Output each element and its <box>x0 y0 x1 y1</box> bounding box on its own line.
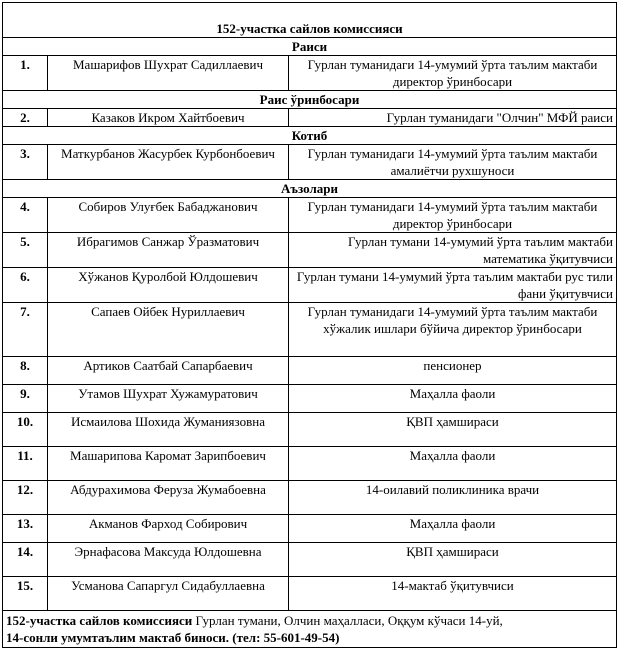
member-position: Гурлан тумани 14-умумий ўрта таълим мактаби рус тили фани ўқитувчиси <box>289 268 617 303</box>
row-number: 1. <box>3 56 48 91</box>
table-row <box>3 385 617 413</box>
member-name: Акманов Фарход Собирович <box>48 515 289 543</box>
row-number: 10. <box>3 413 48 447</box>
section-row <box>3 180 617 198</box>
table-row <box>3 233 617 268</box>
row-number: 15. <box>3 577 48 611</box>
title-row <box>3 3 617 38</box>
row-number: 7. <box>3 303 48 357</box>
member-name: Хўжанов Қуролбой Юлдошевич <box>48 268 289 303</box>
table-row <box>3 413 617 447</box>
table-row <box>3 481 617 515</box>
member-position: Гурлан туманидаги 14-умумий ўрта таълим мактаби директор ўринбосари <box>289 198 617 233</box>
member-position: 14-мактаб ўқитувчиси <box>289 577 617 611</box>
table-row <box>3 56 617 91</box>
member-name: Казаков Икром Хайтбоевич <box>48 109 289 127</box>
member-position: Маҳалла фаоли <box>289 447 617 481</box>
member-position: Гурлан тумани 14-умумий ўрта таълим мактаби математика ўқитувчиси <box>289 233 617 268</box>
member-name: Машарифов Шухрат Садиллаевич <box>48 56 289 91</box>
footer-lead: 152-участка сайлов комиссияси <box>6 613 193 628</box>
section-deputy: Раис ўринбосари <box>3 91 617 109</box>
row-number: 9. <box>3 385 48 413</box>
table-row <box>3 109 617 127</box>
member-name: Ибрагимов Санжар Ўразматович <box>48 233 289 268</box>
member-name: Утамов Шухрат Хужамуратович <box>48 385 289 413</box>
member-position: Гурлан туманидаги 14-умумий ўрта таълим мактаби хўжалик ишлари бўйича директор ўринбосари <box>289 303 617 357</box>
row-number: 12. <box>3 481 48 515</box>
footer-building: 14-сонли умумтаълим мактаб биноси. (тел: 55-601-49-54) <box>6 630 340 645</box>
footer-address <box>3 611 617 648</box>
member-position: ҚВП ҳамшираси <box>289 413 617 447</box>
row-number: 14. <box>3 543 48 577</box>
member-position: 14-оилавий поликлиника врачи <box>289 481 617 515</box>
table-row <box>3 447 617 481</box>
member-position: пенсионер <box>289 357 617 385</box>
table-row <box>3 268 617 303</box>
table-row <box>3 357 617 385</box>
member-name: Усманова Сапаргул Сидабуллаевна <box>48 577 289 611</box>
member-position: ҚВП ҳамшираси <box>289 543 617 577</box>
document-title: 152-участка сайлов комиссияси <box>3 3 617 38</box>
row-number: 8. <box>3 357 48 385</box>
row-number: 5. <box>3 233 48 268</box>
table-row <box>3 543 617 577</box>
member-name: Машарипова Каромат Зарипбоевич <box>48 447 289 481</box>
section-chair: Раиси <box>3 38 617 56</box>
row-number: 3. <box>3 145 48 180</box>
member-name: Исмаилова Шохида Жуманиязовна <box>48 413 289 447</box>
section-row <box>3 91 617 109</box>
table-row <box>3 303 617 357</box>
table-row <box>3 145 617 180</box>
section-row <box>3 127 617 145</box>
footer-row <box>3 611 617 648</box>
section-row <box>3 38 617 56</box>
member-name: Маткурбанов Жасурбек Курбонбоевич <box>48 145 289 180</box>
commission-table <box>2 2 617 648</box>
table-row <box>3 577 617 611</box>
table-row <box>3 515 617 543</box>
row-number: 11. <box>3 447 48 481</box>
commission-document <box>2 2 617 648</box>
member-name: Артиков Саатбай Сапарбаевич <box>48 357 289 385</box>
member-position: Маҳалла фаоли <box>289 385 617 413</box>
member-position: Гурлан туманидаги "Олчин" МФЙ раиси <box>289 109 617 127</box>
section-members: Аъзолари <box>3 180 617 198</box>
row-number: 2. <box>3 109 48 127</box>
member-name: Абдурахимова Феруза Жумабоевна <box>48 481 289 515</box>
member-position: Маҳалла фаоли <box>289 515 617 543</box>
member-name: Сапаев Ойбек Нуриллаевич <box>48 303 289 357</box>
row-number: 6. <box>3 268 48 303</box>
table-row <box>3 198 617 233</box>
section-secretary: Котиб <box>3 127 617 145</box>
row-number: 4. <box>3 198 48 233</box>
row-number: 13. <box>3 515 48 543</box>
member-name: Собиров Улуғбек Бабаджанович <box>48 198 289 233</box>
footer-address-text: Гурлан тумани, Олчин маҳалласи, Оққум кўчаси 14-уй, <box>192 613 503 628</box>
member-position: Гурлан туманидаги 14-умумий ўрта таълим мактаби директор ўринбосари <box>289 56 617 91</box>
member-name: Эрнафасова Максуда Юлдошевна <box>48 543 289 577</box>
member-position: Гурлан туманидаги 14-умумий ўрта таълим мактаби амалиётчи рухшуноси <box>289 145 617 180</box>
